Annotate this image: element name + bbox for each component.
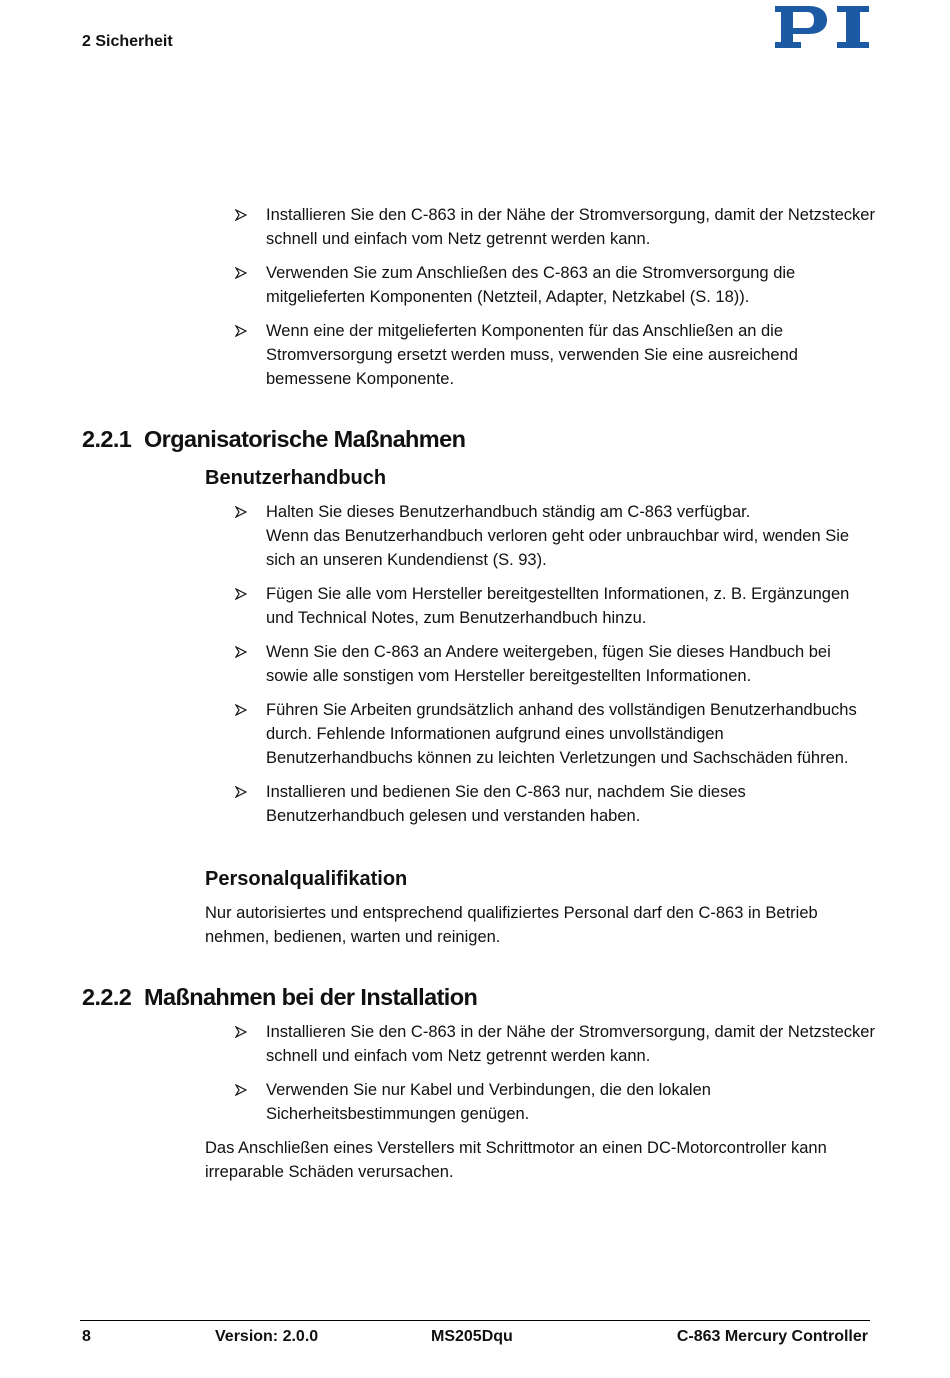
arrow-bullet-icon [235,698,251,722]
pi-logo [775,5,870,51]
list-item [205,1078,875,1126]
list-item [205,1020,875,1068]
arrow-bullet-icon [235,261,251,285]
section-number: 2.2.1 [82,426,132,452]
list-item [205,500,875,572]
running-header-section: 2 Sicherheit [82,33,173,50]
section-heading-2-2-1 [82,426,465,453]
subheading-personalqualifikation: Personalqualifikation [205,868,408,890]
bullet-text: Installieren Sie den C-863 in der Nähe der Stromversorgung, damit der Netzstecker schnell und einfach vom Netz getrennt werden kann. [266,1023,875,1065]
bullet-text-continuation: Wenn das Benutzerhandbuch verloren geht oder unbrauchbar wird, wenden Sie sich an unseren Kundendienst (S. 93). [266,527,850,569]
arrow-bullet-icon [235,780,251,804]
benutzerhandbuch-bullet-list [205,500,875,838]
arrow-bullet-icon [235,640,251,664]
list-item [205,203,875,251]
bullet-text: Halten Sie dieses Benutzerhandbuch ständig am C-863 verfügbar. [266,503,751,521]
bullet-text: Führen Sie Arbeiten grundsätzlich anhand des vollständigen Benutzerhandbuchs durch. Fehlende Informationen aufgrund eines unvollständigen Benutzerhandbuchs können zu leichten Verletzungen und Sachschäden führen. [266,701,857,767]
section-title: Organisatorische Maßnahmen [144,426,466,452]
section-heading-2-2-2 [82,984,477,1011]
list-item [205,261,875,309]
footer-divider [80,1320,870,1321]
bullet-text: Wenn Sie den C-863 an Andere weitergeben, fügen Sie dieses Handbuch bei sowie alle sonstigen vom Hersteller bereitgestellten Informationen. [266,643,831,685]
footer-doc-id: MS205Dqu [431,1328,513,1345]
installation-bullet-list [205,1020,875,1136]
list-item [205,582,875,630]
bullet-text: Wenn eine der mitgelieferten Komponenten für das Anschließen an die Stromversorgung ersetzt werden muss, verwenden Sie eine ausreichend bemessene Komponente. [266,322,798,388]
arrow-bullet-icon [235,500,251,524]
list-item [205,640,875,688]
footer-product: C-863 Mercury Controller [676,1328,868,1345]
page-number: 8 [82,1328,91,1345]
arrow-bullet-icon [235,582,251,606]
section-title: Maßnahmen bei der Installation [144,984,478,1010]
bullet-text: Verwenden Sie zum Anschließen des C-863 an die Stromversorgung die mitgelieferten Komponenten (Netzteil, Adapter, Netzkabel (S. 18)). [266,264,796,306]
intro-bullet-list [205,203,875,401]
list-item [205,780,875,828]
list-item [205,698,875,770]
personalqualifikation-text: Nur autorisiertes und entsprechend qualifiziertes Personal darf den C-863 in Betrieb nehmen, bedienen, warten und reinigen. [205,904,818,946]
arrow-bullet-icon [235,1078,251,1102]
installation-warning-text: Das Anschließen eines Verstellers mit Schrittmotor an einen DC-Motorcontroller kann irreparable Schäden verursachen. [205,1139,827,1181]
subheading-benutzerhandbuch: Benutzerhandbuch [205,467,387,489]
list-item [205,319,875,391]
arrow-bullet-icon [235,319,251,343]
arrow-bullet-icon [235,203,251,227]
arrow-bullet-icon [235,1020,251,1044]
section-number: 2.2.2 [82,984,132,1010]
footer-version: Version: 2.0.0 [215,1328,319,1345]
bullet-text: Verwenden Sie nur Kabel und Verbindungen, die den lokalen Sicherheitsbestimmungen genügen. [266,1081,711,1123]
bullet-text: Installieren Sie den C-863 in der Nähe der Stromversorgung, damit der Netzstecker schnell und einfach vom Netz getrennt werden kann. [266,206,875,248]
bullet-text: Fügen Sie alle vom Hersteller bereitgestellten Informationen, z. B. Ergänzungen und Technical Notes, zum Benutzerhandbuch hinzu. [266,585,850,627]
bullet-text: Installieren und bedienen Sie den C-863 nur, nachdem Sie dieses Benutzerhandbuch gelesen und verstanden haben. [266,783,746,825]
